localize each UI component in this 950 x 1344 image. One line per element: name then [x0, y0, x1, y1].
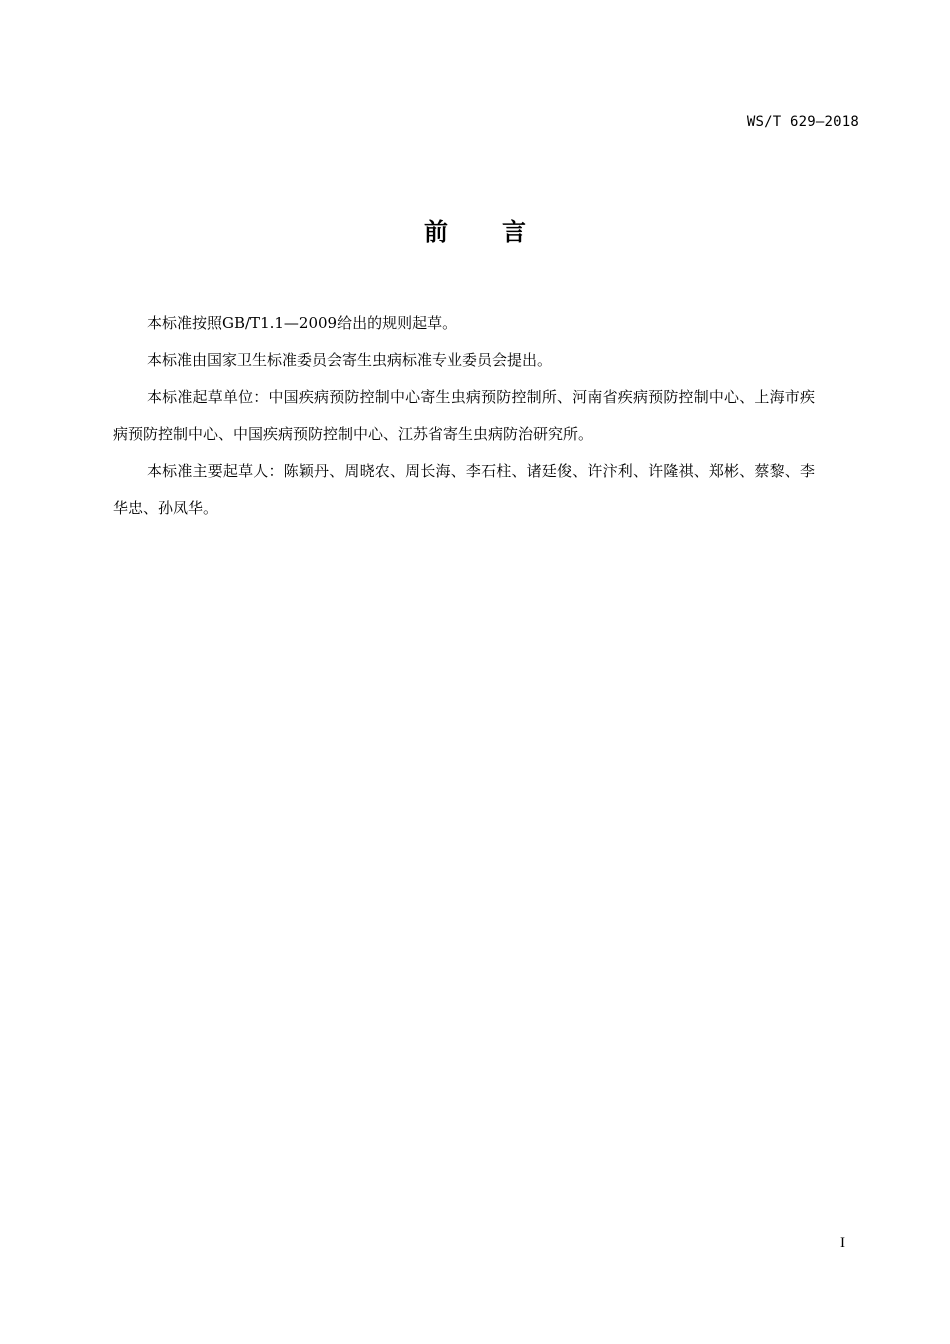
standard-code: WS/T 629—2018	[746, 114, 859, 130]
page-title	[0, 212, 950, 247]
paragraph-proposer: 本标准由国家卫生标准委员会寄生虫病标准专业委员会提出。	[147, 351, 553, 369]
paragraph-drafting-rules: 本标准按照GB/T1.1—2009给出的规则起草。	[147, 314, 458, 332]
title-char-2: 言	[502, 218, 526, 246]
preface-body	[113, 305, 815, 527]
paragraph-drafting-units: 本标准起草单位：中国疾病预防控制中心寄生虫病预防控制所、河南省疾病预防控制中心、上海市疾病预防控制中心、中国疾病预防控制中心、江苏省寄生虫病防治研究所。	[113, 388, 815, 443]
title-char-1: 前	[424, 218, 448, 246]
page-number: I	[840, 1235, 845, 1251]
paragraph-drafters: 本标准主要起草人：陈颖丹、周晓农、周长海、李石柱、诸廷俊、许汴利、许隆祺、郑彬、蔡黎、李华忠、孙凤华。	[113, 462, 815, 517]
